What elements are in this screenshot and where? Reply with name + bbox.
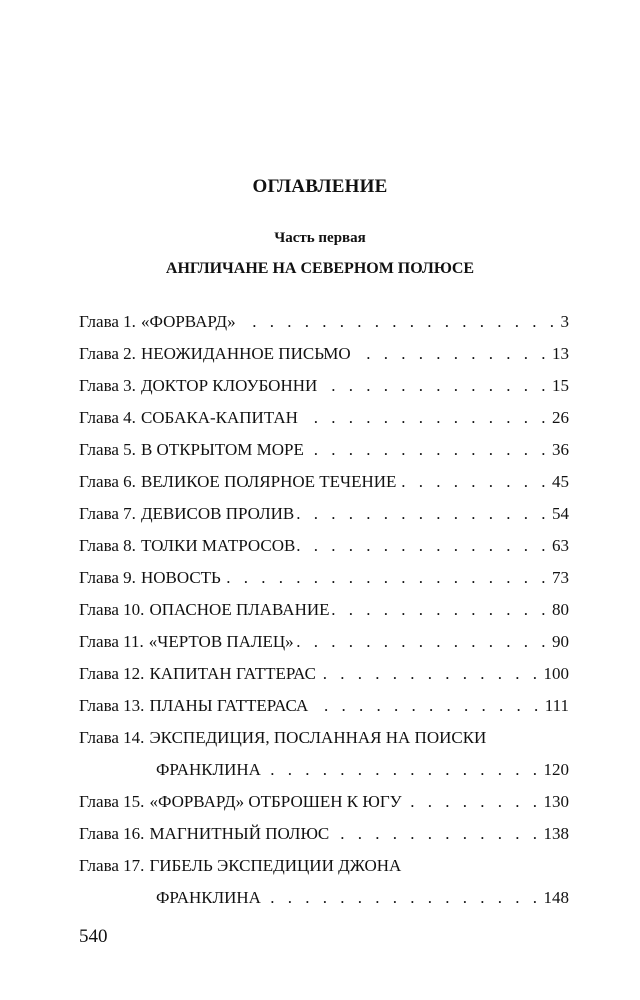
toc-entry [79, 658, 569, 690]
chapter-title: «ЧЕРТОВ ПАЛЕЦ» [148, 632, 294, 651]
chapter-title-continued: ФРАНКЛИНА [156, 888, 261, 907]
chapter-title: СОБАКА-КАПИТАН [140, 408, 298, 427]
chapter-title: ОПАСНОЕ ПЛАВАНИЕ [149, 600, 330, 619]
chapter-title: НОВОСТЬ [140, 568, 221, 587]
chapter-number: Глава 8. [79, 536, 136, 555]
dot-leader [319, 370, 550, 402]
chapter-title: ПЛАНЫ ГАТТЕРАСА [149, 696, 309, 715]
dot-leader [300, 402, 550, 434]
toc-line [79, 370, 569, 402]
toc-entry [79, 530, 569, 562]
dot-leader [404, 786, 542, 818]
part-heading: Часть первая [274, 230, 366, 246]
chapter-number: Глава 16. [79, 824, 145, 843]
table-of-contents [79, 306, 569, 914]
dot-leader [263, 882, 542, 914]
toc-entry [79, 402, 569, 434]
chapter-number: Глава 17. [79, 856, 145, 875]
toc-entry [79, 338, 569, 370]
chapter-page: 3 [560, 312, 569, 331]
toc-entry [79, 434, 569, 466]
chapter-title: ДЕВИСОВ ПРОЛИВ [140, 504, 295, 523]
chapter-title: НЕОЖИДАННОЕ ПИСЬМО [140, 344, 351, 363]
chapter-number: Глава 7. [79, 504, 136, 523]
dot-leader [398, 466, 550, 498]
dot-leader [310, 690, 542, 722]
chapter-page: 73 [552, 568, 569, 587]
toc-line [79, 402, 569, 434]
dot-leader [238, 306, 559, 338]
chapter-page: 80 [552, 600, 569, 619]
toc-line [79, 306, 569, 338]
toc-line [79, 658, 569, 690]
toc-line [79, 338, 569, 370]
chapter-number: Глава 2. [79, 344, 136, 363]
chapter-number: Глава 3. [79, 376, 136, 395]
chapter-number: Глава 15. [79, 792, 145, 811]
chapter-page: 130 [543, 792, 569, 811]
chapter-number: Глава 13. [79, 696, 145, 715]
dot-leader [318, 658, 542, 690]
toc-entry [79, 594, 569, 626]
toc-line [79, 818, 569, 850]
chapter-title: МАГНИТНЫЙ ПОЛЮС [149, 824, 330, 843]
toc-line [79, 562, 569, 594]
chapter-page: 26 [552, 408, 569, 427]
toc-line-continued [79, 882, 569, 914]
chapter-page: 90 [552, 632, 569, 651]
chapter-title: В ОТКРЫТОМ МОРЕ [140, 440, 304, 459]
chapter-page: 15 [552, 376, 569, 395]
toc-entry [79, 306, 569, 338]
chapter-page: 45 [552, 472, 569, 491]
toc-line [79, 530, 569, 562]
chapter-title-continued: ФРАНКЛИНА [156, 760, 261, 779]
toc-line-continued [79, 754, 569, 786]
part-subtitle: АНГЛИЧАНЕ НА СЕВЕРНОМ ПОЛЮСЕ [165, 260, 475, 277]
toc-line [79, 594, 569, 626]
dot-leader [296, 498, 550, 530]
dot-leader [332, 594, 550, 626]
dot-leader [353, 338, 550, 370]
toc-line [79, 690, 569, 722]
chapter-number: Глава 10. [79, 600, 145, 619]
chapter-number: Глава 4. [79, 408, 136, 427]
chapter-title: «ФОРВАРД» [140, 312, 236, 331]
toc-line [79, 434, 569, 466]
dot-leader [306, 434, 550, 466]
toc-entry [79, 850, 569, 914]
chapter-title: ТОЛКИ МАТРОСОВ [140, 536, 296, 555]
page-number: 540 [79, 926, 108, 947]
chapter-number: Глава 1. [79, 312, 136, 331]
chapter-number: Глава 9. [79, 568, 136, 587]
chapter-page: 36 [552, 440, 569, 459]
toc-entry [79, 466, 569, 498]
dot-leader [223, 562, 550, 594]
chapter-page: 138 [543, 824, 569, 843]
dot-leader [297, 530, 550, 562]
page-title: ОГЛАВЛЕНИЕ [252, 176, 388, 197]
toc-line [79, 466, 569, 498]
chapter-number: Глава 12. [79, 664, 145, 683]
chapter-number: Глава 11. [79, 632, 144, 651]
chapter-number: Глава 14. [79, 728, 145, 747]
chapter-page: 54 [552, 504, 569, 523]
chapter-page: 111 [544, 696, 569, 715]
toc-line [79, 626, 569, 658]
chapter-page: 13 [552, 344, 569, 363]
dot-leader [331, 818, 541, 850]
toc-entry [79, 498, 569, 530]
dot-leader [296, 626, 550, 658]
toc-entry [79, 722, 569, 786]
chapter-title: ДОКТОР КЛОУБОННИ [140, 376, 318, 395]
chapter-page: 120 [543, 760, 569, 779]
chapter-title: КАПИТАН ГАТТЕРАС [149, 664, 316, 683]
chapter-page: 148 [543, 888, 569, 907]
dot-leader [263, 754, 542, 786]
toc-line [79, 722, 569, 754]
toc-entry [79, 690, 569, 722]
toc-entry [79, 370, 569, 402]
chapter-number: Глава 5. [79, 440, 136, 459]
chapter-title: ГИБЕЛЬ ЭКСПЕДИЦИИ ДЖОНА [149, 856, 402, 875]
toc-entry [79, 818, 569, 850]
chapter-title: «ФОРВАРД» ОТБРОШЕН К ЮГУ [149, 792, 402, 811]
chapter-title: ЭКСПЕДИЦИЯ, ПОСЛАННАЯ НА ПОИСКИ [149, 728, 487, 747]
toc-line [79, 850, 569, 882]
chapter-title: ВЕЛИКОЕ ПОЛЯРНОЕ ТЕЧЕНИЕ [140, 472, 397, 491]
toc-line [79, 786, 569, 818]
toc-line [79, 498, 569, 530]
chapter-page: 63 [552, 536, 569, 555]
toc-entry [79, 562, 569, 594]
toc-entry [79, 786, 569, 818]
chapter-number: Глава 6. [79, 472, 136, 491]
toc-entry [79, 626, 569, 658]
chapter-page: 100 [543, 664, 569, 683]
